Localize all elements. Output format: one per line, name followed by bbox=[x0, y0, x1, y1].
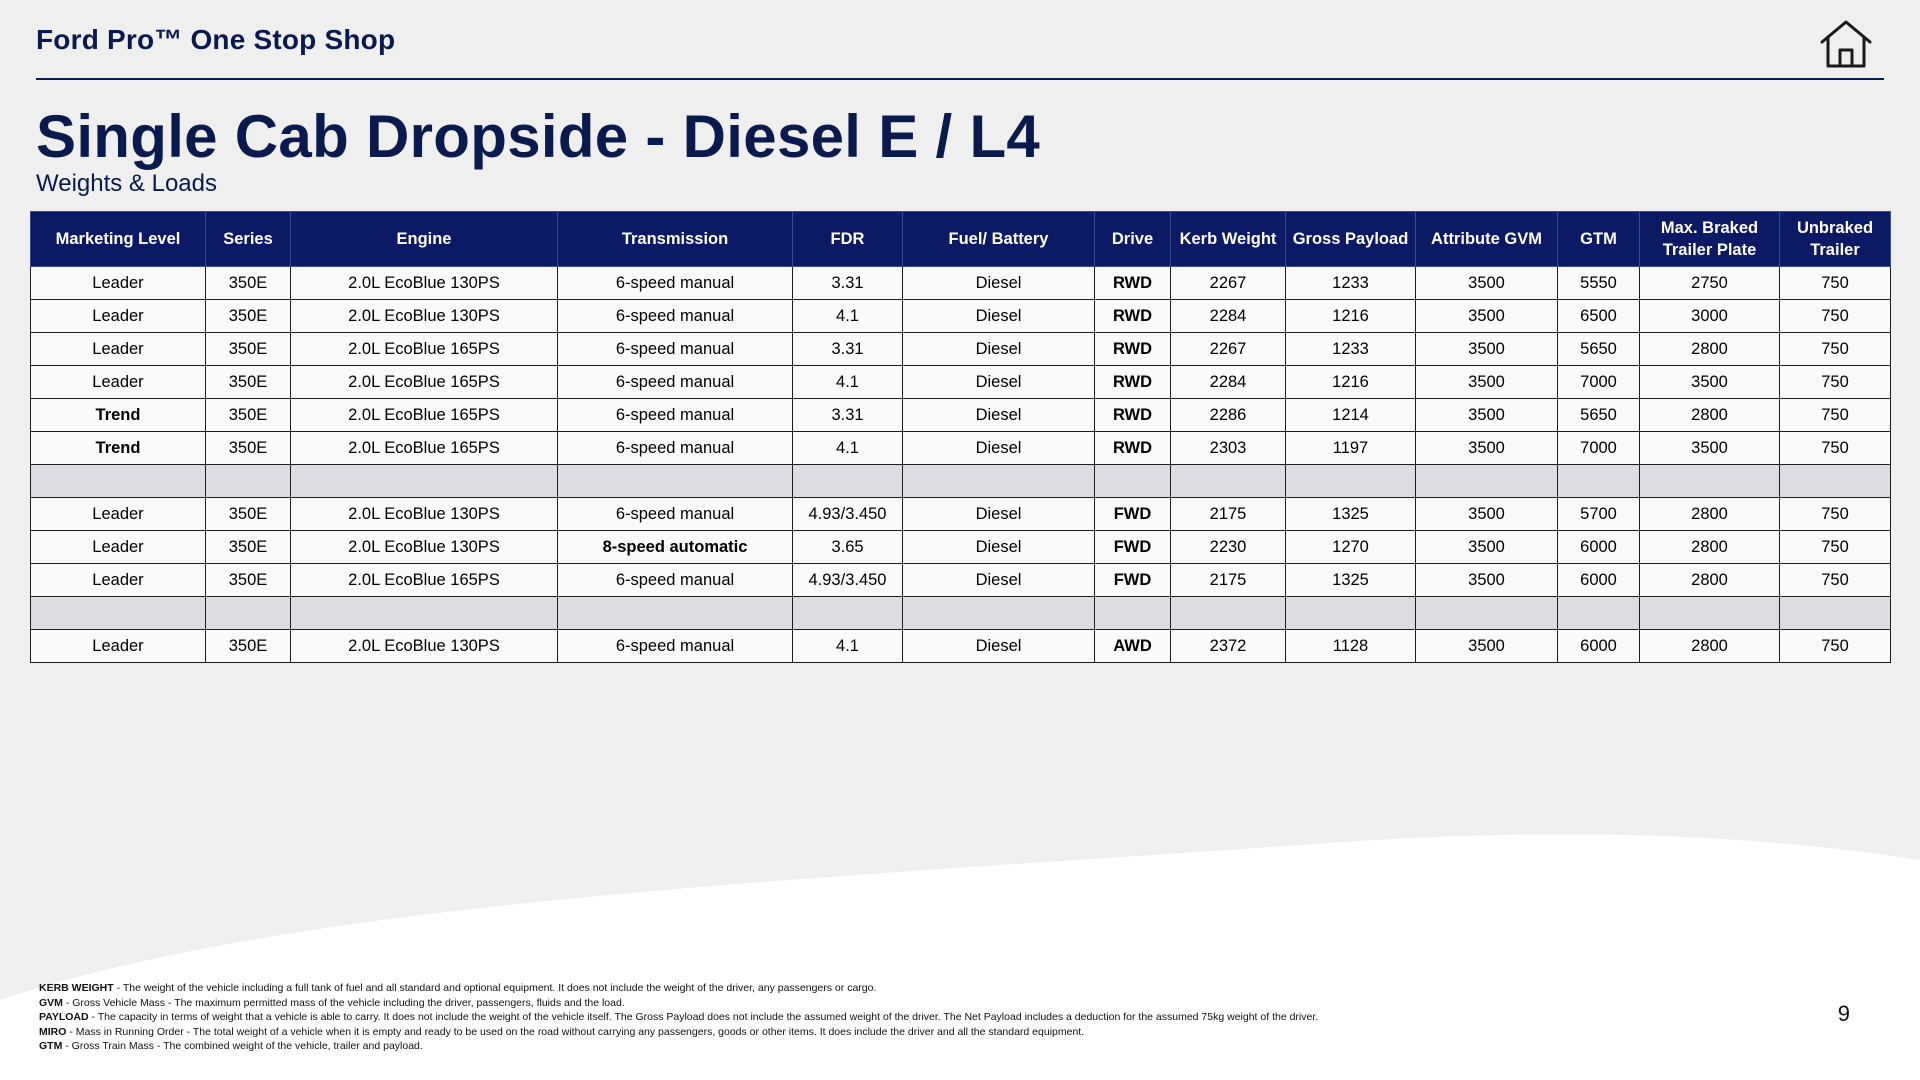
table-cell: 1233 bbox=[1286, 333, 1416, 366]
table-cell: 3000 bbox=[1640, 300, 1780, 333]
table-cell: 3500 bbox=[1416, 333, 1558, 366]
table-cell: Leader bbox=[31, 267, 206, 300]
column-header: Unbraked Trailer bbox=[1780, 212, 1891, 267]
table-cell bbox=[1416, 597, 1558, 630]
table-cell: 3500 bbox=[1416, 300, 1558, 333]
table-cell: Diesel bbox=[903, 432, 1095, 465]
table-cell: Leader bbox=[31, 630, 206, 663]
table-cell: FWD bbox=[1095, 564, 1171, 597]
table-cell: Trend bbox=[31, 399, 206, 432]
table-cell: 4.1 bbox=[793, 300, 903, 333]
table-row bbox=[31, 366, 1891, 399]
table-cell: 2267 bbox=[1171, 267, 1286, 300]
table-cell: 6000 bbox=[1558, 630, 1640, 663]
footnote-text: - Gross Vehicle Mass - The maximum permitted mass of the vehicle including the driver, passengers, fluids and the load. bbox=[62, 996, 625, 1009]
table-cell: Diesel bbox=[903, 531, 1095, 564]
page-title: Single Cab Dropside - Diesel E / L4 bbox=[36, 103, 1041, 170]
table-cell: 1233 bbox=[1286, 267, 1416, 300]
table-cell bbox=[1780, 597, 1891, 630]
table-cell: 2800 bbox=[1640, 333, 1780, 366]
table-cell: 3.31 bbox=[793, 333, 903, 366]
table-cell bbox=[31, 597, 206, 630]
table-row bbox=[31, 498, 1891, 531]
table-row bbox=[31, 300, 1891, 333]
table-cell: 2267 bbox=[1171, 333, 1286, 366]
home-icon[interactable] bbox=[1818, 18, 1874, 70]
table-cell: 3500 bbox=[1416, 399, 1558, 432]
footnote-text: - The capacity in terms of weight that a vehicle is able to carry. It does not include the weight of the vehicle itself. The Gross Payload does not include the assumed weight of the driver. The Net Payload includes a deduction for the assumed 75kg weight of the driver. bbox=[88, 1011, 1319, 1023]
table-cell: 2800 bbox=[1640, 630, 1780, 663]
table-cell: 350E bbox=[206, 300, 291, 333]
table-cell: 2230 bbox=[1171, 531, 1286, 564]
table-cell: 2303 bbox=[1171, 432, 1286, 465]
table-row bbox=[31, 630, 1891, 663]
table-cell: 3500 bbox=[1416, 630, 1558, 663]
table-row bbox=[31, 564, 1891, 597]
table-cell: 6000 bbox=[1558, 531, 1640, 564]
table-cell: 6-speed manual bbox=[558, 630, 793, 663]
table-cell: 2284 bbox=[1171, 366, 1286, 399]
table-cell: 3500 bbox=[1416, 531, 1558, 564]
table-cell: 2.0L EcoBlue 130PS bbox=[291, 267, 558, 300]
table-cell bbox=[558, 597, 793, 630]
table-cell bbox=[291, 465, 558, 498]
table-cell: 7000 bbox=[1558, 432, 1640, 465]
table-cell: 4.93/3.450 bbox=[793, 498, 903, 531]
table-cell: 350E bbox=[206, 366, 291, 399]
table-cell: 750 bbox=[1780, 630, 1891, 663]
table-spacer-row bbox=[31, 597, 1891, 630]
table-cell: 750 bbox=[1780, 531, 1891, 564]
table-cell: 1325 bbox=[1286, 564, 1416, 597]
table-cell: 2.0L EcoBlue 130PS bbox=[291, 630, 558, 663]
table-cell: 6500 bbox=[1558, 300, 1640, 333]
header bbox=[36, 24, 1884, 56]
page-number: 9 bbox=[1837, 1001, 1850, 1026]
table-row bbox=[31, 333, 1891, 366]
table-cell: 6-speed manual bbox=[558, 399, 793, 432]
table-cell: 3500 bbox=[1416, 366, 1558, 399]
column-header: Marketing Level bbox=[31, 212, 206, 267]
footnote-line bbox=[39, 1025, 1318, 1040]
table-cell: 750 bbox=[1780, 267, 1891, 300]
table-cell: 7000 bbox=[1558, 366, 1640, 399]
table-cell: 3500 bbox=[1416, 432, 1558, 465]
table-cell: 1270 bbox=[1286, 531, 1416, 564]
table-cell bbox=[1780, 465, 1891, 498]
table-cell: 2.0L EcoBlue 130PS bbox=[291, 531, 558, 564]
table-cell bbox=[558, 465, 793, 498]
table-cell: 750 bbox=[1780, 564, 1891, 597]
table-cell bbox=[31, 465, 206, 498]
table-cell: Diesel bbox=[903, 300, 1095, 333]
column-header: Kerb Weight bbox=[1171, 212, 1286, 267]
footnote-line bbox=[39, 996, 1318, 1011]
table-cell: 5650 bbox=[1558, 399, 1640, 432]
table-cell: 2372 bbox=[1171, 630, 1286, 663]
table-cell: RWD bbox=[1095, 399, 1171, 432]
table-cell bbox=[793, 597, 903, 630]
page-subtitle: Weights & Loads bbox=[36, 170, 217, 197]
table-cell: 6-speed manual bbox=[558, 267, 793, 300]
table-cell bbox=[1558, 465, 1640, 498]
table-cell: 5650 bbox=[1558, 333, 1640, 366]
table-cell: 2.0L EcoBlue 165PS bbox=[291, 564, 558, 597]
table-cell: 3500 bbox=[1640, 366, 1780, 399]
table-cell: 1216 bbox=[1286, 366, 1416, 399]
footnote-term: GVM bbox=[39, 996, 63, 1009]
table-cell: 350E bbox=[206, 564, 291, 597]
table-cell: 750 bbox=[1780, 300, 1891, 333]
table-cell: 2800 bbox=[1640, 564, 1780, 597]
table-cell: Diesel bbox=[903, 399, 1095, 432]
table-cell bbox=[1640, 465, 1780, 498]
table-cell: 2750 bbox=[1640, 267, 1780, 300]
table-spacer-row bbox=[31, 465, 1891, 498]
footnote-line bbox=[39, 981, 1318, 996]
table-cell: 6000 bbox=[1558, 564, 1640, 597]
table-cell: Diesel bbox=[903, 630, 1095, 663]
table-header-row bbox=[31, 212, 1891, 267]
table-cell bbox=[291, 597, 558, 630]
table-cell bbox=[1640, 597, 1780, 630]
table-cell: 4.1 bbox=[793, 630, 903, 663]
column-header: Attribute GVM bbox=[1416, 212, 1558, 267]
column-header: Fuel/ Battery bbox=[903, 212, 1095, 267]
table-cell: 750 bbox=[1780, 498, 1891, 531]
table-cell: RWD bbox=[1095, 300, 1171, 333]
column-header: GTM bbox=[1558, 212, 1640, 267]
footnote-term: MIRO bbox=[39, 1025, 67, 1038]
table-cell: RWD bbox=[1095, 432, 1171, 465]
weights-loads-table bbox=[30, 211, 1891, 663]
table-cell: AWD bbox=[1095, 630, 1171, 663]
table-cell: 5550 bbox=[1558, 267, 1640, 300]
table-cell: 2.0L EcoBlue 130PS bbox=[291, 498, 558, 531]
table-cell: 750 bbox=[1780, 399, 1891, 432]
table-cell: Diesel bbox=[903, 267, 1095, 300]
table-cell: Leader bbox=[31, 498, 206, 531]
footnote-term: GTM bbox=[39, 1040, 63, 1052]
table-cell: 5700 bbox=[1558, 498, 1640, 531]
footnote-term: KERB WEIGHT bbox=[39, 982, 114, 994]
table-cell: RWD bbox=[1095, 267, 1171, 300]
table-cell: FWD bbox=[1095, 531, 1171, 564]
column-header: Drive bbox=[1095, 212, 1171, 267]
table-cell: 3500 bbox=[1416, 564, 1558, 597]
table-cell: 8-speed automatic bbox=[558, 531, 793, 564]
table-row bbox=[31, 531, 1891, 564]
table-cell: 3500 bbox=[1640, 432, 1780, 465]
table-cell: 350E bbox=[206, 267, 291, 300]
table-cell: 4.93/3.450 bbox=[793, 564, 903, 597]
table-cell: 3.31 bbox=[793, 399, 903, 432]
table-cell: 1128 bbox=[1286, 630, 1416, 663]
table-cell: 2175 bbox=[1171, 498, 1286, 531]
table-cell bbox=[1095, 597, 1171, 630]
table-cell: 6-speed manual bbox=[558, 333, 793, 366]
column-header: Transmission bbox=[558, 212, 793, 267]
table-cell: FWD bbox=[1095, 498, 1171, 531]
table-cell bbox=[1558, 597, 1640, 630]
table-cell bbox=[206, 597, 291, 630]
table-cell: 3500 bbox=[1416, 267, 1558, 300]
table-cell: 2.0L EcoBlue 130PS bbox=[291, 300, 558, 333]
table-cell: 3.65 bbox=[793, 531, 903, 564]
column-header: Gross Payload bbox=[1286, 212, 1416, 267]
table-cell: Leader bbox=[31, 564, 206, 597]
table-row bbox=[31, 432, 1891, 465]
column-header: Max. Braked Trailer Plate bbox=[1640, 212, 1780, 267]
table-cell: Diesel bbox=[903, 366, 1095, 399]
table-cell: RWD bbox=[1095, 333, 1171, 366]
table-cell bbox=[903, 597, 1095, 630]
table-cell bbox=[1416, 465, 1558, 498]
table-cell: 750 bbox=[1780, 366, 1891, 399]
footnote-line bbox=[39, 1010, 1318, 1025]
brand-title: Ford Pro™ One Stop Shop bbox=[36, 24, 396, 55]
column-header: Engine bbox=[291, 212, 558, 267]
table-cell: Diesel bbox=[903, 564, 1095, 597]
table-cell: 2800 bbox=[1640, 531, 1780, 564]
footnote-text: - The weight of the vehicle including a full tank of fuel and all standard and optional equipment. It does not include the weight of the driver, any passengers or cargo. bbox=[113, 982, 877, 994]
table-cell bbox=[1171, 465, 1286, 498]
table-cell: 1197 bbox=[1286, 432, 1416, 465]
table-cell: Leader bbox=[31, 366, 206, 399]
table-cell: 2.0L EcoBlue 165PS bbox=[291, 399, 558, 432]
table-cell: 6-speed manual bbox=[558, 432, 793, 465]
table-cell: 2800 bbox=[1640, 498, 1780, 531]
table-row bbox=[31, 267, 1891, 300]
table-cell: 350E bbox=[206, 432, 291, 465]
table-cell: 2.0L EcoBlue 165PS bbox=[291, 333, 558, 366]
table-cell: 350E bbox=[206, 498, 291, 531]
table-cell: Diesel bbox=[903, 333, 1095, 366]
table-cell: Diesel bbox=[903, 498, 1095, 531]
table-cell bbox=[206, 465, 291, 498]
table-cell: 6-speed manual bbox=[558, 498, 793, 531]
table-cell: Leader bbox=[31, 333, 206, 366]
table-cell: 1216 bbox=[1286, 300, 1416, 333]
table-cell bbox=[903, 465, 1095, 498]
table-cell bbox=[1171, 597, 1286, 630]
table-cell: 350E bbox=[206, 333, 291, 366]
footnotes bbox=[39, 981, 1318, 1054]
footnote-line bbox=[39, 1039, 1318, 1054]
table-cell: 750 bbox=[1780, 333, 1891, 366]
table-cell bbox=[1286, 597, 1416, 630]
table-cell: 6-speed manual bbox=[558, 366, 793, 399]
table-cell: 2175 bbox=[1171, 564, 1286, 597]
table-cell: Trend bbox=[31, 432, 206, 465]
table-cell: 1325 bbox=[1286, 498, 1416, 531]
footnote-term: PAYLOAD bbox=[39, 1011, 89, 1023]
table-cell: 2.0L EcoBlue 165PS bbox=[291, 366, 558, 399]
footnote-text: - Gross Train Mass - The combined weight of the vehicle, trailer and payload. bbox=[62, 1040, 423, 1052]
table-row bbox=[31, 399, 1891, 432]
table-cell: 350E bbox=[206, 630, 291, 663]
table-cell: 3500 bbox=[1416, 498, 1558, 531]
table-cell: 350E bbox=[206, 399, 291, 432]
table-cell: 750 bbox=[1780, 432, 1891, 465]
table-cell: 2.0L EcoBlue 165PS bbox=[291, 432, 558, 465]
table-cell: 1214 bbox=[1286, 399, 1416, 432]
table-cell: 350E bbox=[206, 531, 291, 564]
table-cell: 2286 bbox=[1171, 399, 1286, 432]
table-cell bbox=[1286, 465, 1416, 498]
table-cell: RWD bbox=[1095, 366, 1171, 399]
column-header: Series bbox=[206, 212, 291, 267]
table-cell bbox=[1095, 465, 1171, 498]
table-cell bbox=[793, 465, 903, 498]
table-cell: 4.1 bbox=[793, 366, 903, 399]
table-cell: 4.1 bbox=[793, 432, 903, 465]
table-cell: 6-speed manual bbox=[558, 300, 793, 333]
table-cell: 6-speed manual bbox=[558, 564, 793, 597]
table-cell: 2800 bbox=[1640, 399, 1780, 432]
header-divider bbox=[36, 78, 1884, 80]
column-header: FDR bbox=[793, 212, 903, 267]
table-cell: Leader bbox=[31, 531, 206, 564]
table-cell: Leader bbox=[31, 300, 206, 333]
table-cell: 3.31 bbox=[793, 267, 903, 300]
table-cell: 2284 bbox=[1171, 300, 1286, 333]
footnote-text: - Mass in Running Order - The total weight of a vehicle when it is empty and ready to be used on the road without carrying any passengers, goods or other items. It does include the driver and all the standard equipment. bbox=[66, 1025, 1085, 1038]
